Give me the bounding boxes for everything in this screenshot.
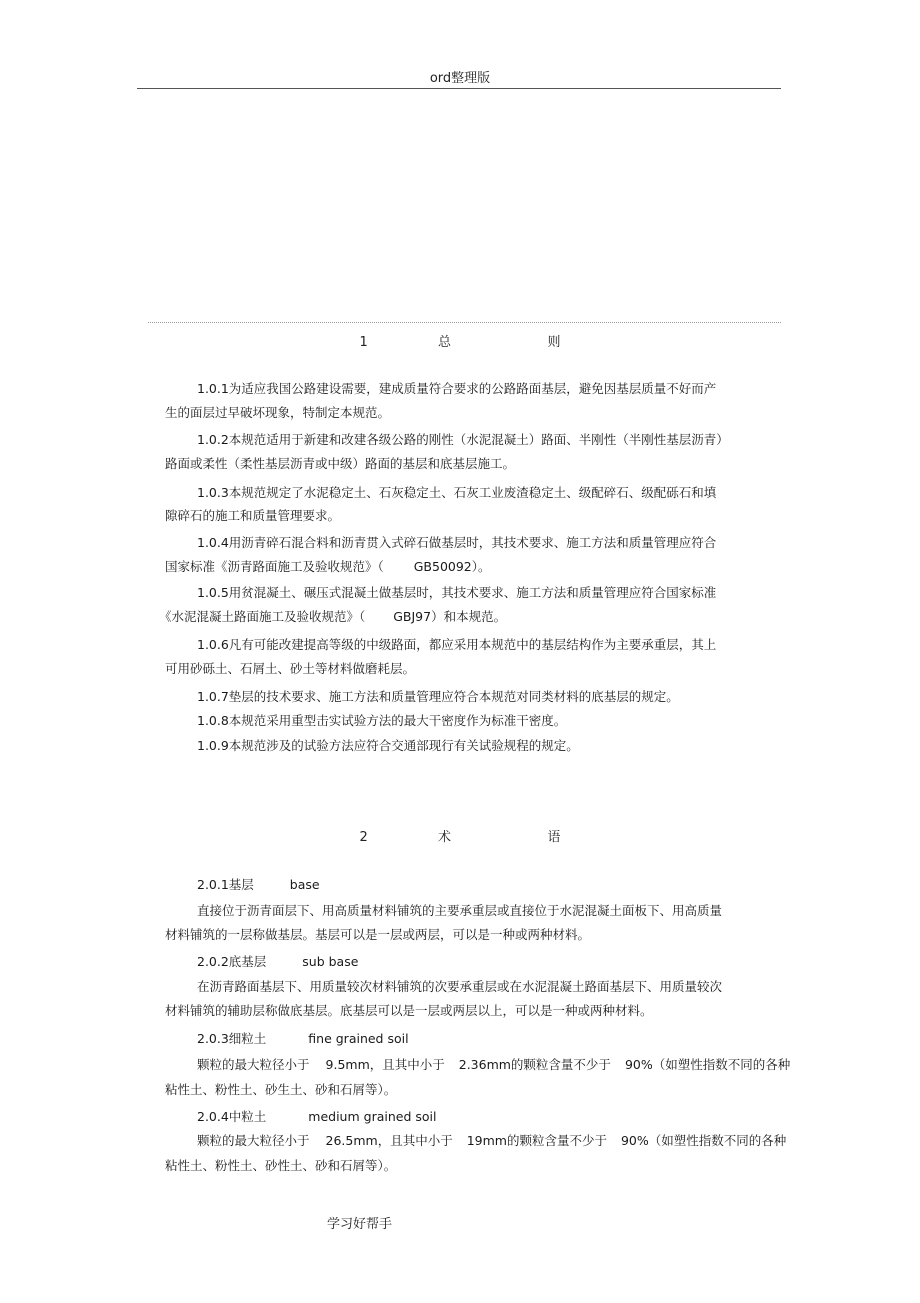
term-2-0-1-line-2: 材料铺筑的一层称做基层。基层可以是一层或两层，可以是一种或两种材料。 [165, 927, 591, 942]
clause-1-0-8: 1.0.8本规范采用重型击实试验方法的最大干密度作为标准干密度。 [197, 713, 567, 728]
section-1-title: 总 则 [438, 335, 561, 350]
clause-1-0-5-line-2b: GBJ97）和本规范。 [393, 609, 507, 624]
term-2-0-4-part-4: 90%（如塑性指数不同的各种 [620, 1133, 787, 1148]
term-2-0-2-header [197, 954, 358, 970]
term-2-0-4-code: 2.0.4中粒土 [197, 1109, 267, 1124]
term-2-0-2-line-1: 在沥青路面基层下、用质量较次材料铺筑的次要承重层或在水泥混凝土路面基层下、用质量较次 [197, 979, 723, 994]
dotted-divider [148, 322, 781, 323]
clause-1-0-3-line-2: 隙碎石的施工和质量管理要求。 [165, 508, 341, 523]
term-2-0-3-en: fine grained soil [308, 1031, 409, 1046]
clause-1-0-5-line-2 [159, 609, 506, 625]
clause-1-0-9: 1.0.9本规范涉及的试验方法应符合交通部现行有关试验规程的规定。 [197, 738, 579, 753]
term-2-0-3-part-1: 颗粒的最大粒径小于 [197, 1057, 310, 1072]
term-2-0-4-line-2: 粘性土、粉性土、砂性土、砂和石屑等）。 [165, 1158, 397, 1173]
clause-1-0-4-line-2a: 国家标准《沥青路面施工及验收规范》（ [165, 559, 384, 574]
clause-1-0-1-line-2: 生的面层过早破坏现象，特制定本规范。 [165, 405, 391, 420]
term-2-0-4-part-2: 26.5mm，且其中小于 [325, 1133, 453, 1148]
clause-1-0-4-line-1: 1.0.4用沥青碎石混合料和沥青贯入式碎石做基层时，其技术要求、施工方法和质量管理应符合 [197, 535, 717, 550]
term-2-0-4-part-3: 19mm的颗粒含量不少于 [466, 1133, 607, 1148]
clause-1-0-7: 1.0.7垫层的技术要求、施工方法和质量管理应符合本规范对同类材料的底基层的规定。 [197, 689, 679, 704]
term-2-0-3-part-3: 2.36mm的颗粒含量不少于 [458, 1057, 611, 1072]
term-2-0-1-code: 2.0.1基层 [197, 877, 254, 892]
page-footer: 学习好帮手 [327, 1217, 393, 1232]
term-2-0-2-code: 2.0.2底基层 [197, 954, 267, 969]
term-2-0-1-header [197, 877, 320, 893]
clause-1-0-4-line-2 [165, 559, 491, 575]
page-header: ord整理版 [429, 71, 491, 86]
term-2-0-3-code: 2.0.3细粒土 [197, 1031, 267, 1046]
clause-1-0-5-line-2a: 《水泥混凝土路面施工及验收规范》（ [159, 609, 366, 624]
section-1-number: 1 [359, 335, 368, 350]
term-2-0-2-en: sub base [302, 954, 359, 969]
term-2-0-3-part-2: 9.5mm，且其中小于 [325, 1057, 445, 1072]
term-2-0-3-line-1 [197, 1057, 790, 1073]
clause-1-0-2-line-2: 路面或柔性（柔性基层沥青或中级）路面的基层和底基层施工。 [165, 456, 516, 471]
header-divider [137, 88, 781, 89]
term-2-0-4-en: medium grained soil [308, 1109, 437, 1124]
clause-1-0-5-line-1: 1.0.5用贫混凝土、碾压式混凝土做基层时，其技术要求、施工方法和质量管理应符合国家标准 [197, 585, 717, 600]
term-2-0-2-line-2: 材料铺筑的辅助层称做底基层。底基层可以是一层或两层以上，可以是一种或两种材料。 [165, 1003, 653, 1018]
clause-1-0-1-line-1: 1.0.1为适应我国公路建设需要，建成质量符合要求的公路路面基层，避免因基层质量不好而产 [197, 381, 717, 396]
clause-1-0-3-line-1: 1.0.3本规范规定了水泥稳定土、石灰稳定土、石灰工业废渣稳定土、级配碎石、级配砾石和填 [197, 485, 717, 500]
term-2-0-1-en: base [289, 877, 320, 892]
term-2-0-4-part-1: 颗粒的最大粒径小于 [197, 1133, 310, 1148]
term-2-0-3-line-2: 粘性土、粉性土、砂生土、砂和石屑等）。 [165, 1082, 397, 1097]
term-2-0-3-part-4: 90%（如塑性指数不同的各种 [624, 1057, 791, 1072]
term-2-0-4-line-1 [197, 1133, 786, 1149]
section-1-heading [0, 331, 920, 350]
section-2-title: 术 语 [438, 830, 561, 845]
section-2-heading [0, 826, 920, 845]
clause-1-0-6-line-1: 1.0.6凡有可能改建提高等级的中级路面，都应采用本规范中的基层结构作为主要承重层，其上 [197, 637, 717, 652]
term-2-0-3-header [197, 1031, 409, 1047]
term-2-0-4-header [197, 1109, 436, 1125]
term-2-0-1-line-1: 直接位于沥青面层下、用高质量材料铺筑的主要承重层或直接位于水泥混凝土面板下、用高质量 [197, 903, 723, 918]
clause-1-0-4-line-2b: GB50092）。 [413, 559, 491, 574]
section-2-number: 2 [359, 830, 368, 845]
clause-1-0-2-line-1: 1.0.2本规范适用于新建和改建各级公路的刚性（水泥混凝土）路面、半刚性（半刚性基层沥青） [197, 432, 729, 447]
clause-1-0-6-line-2: 可用砂砾土、石屑土、砂土等材料做磨耗层。 [165, 661, 416, 676]
